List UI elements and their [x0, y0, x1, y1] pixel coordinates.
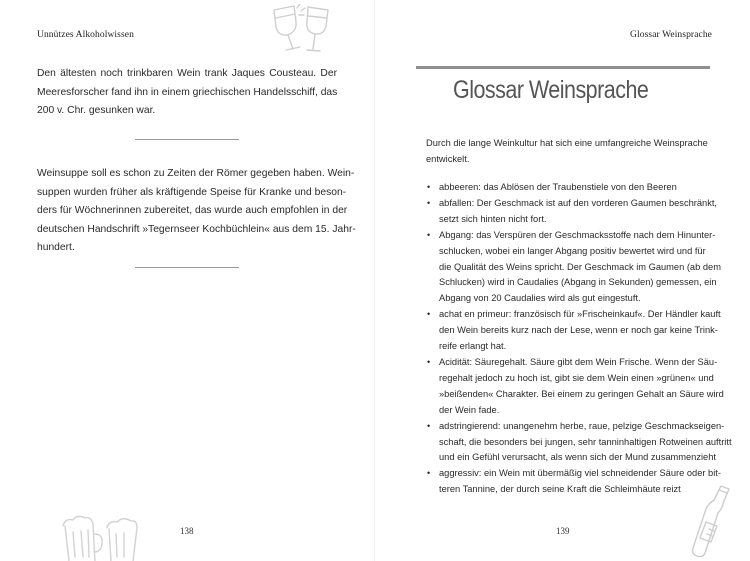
text-line: Weinsuppe soll es schon zu Zeiten der Römer gegeben haben. Wein-	[37, 168, 355, 179]
text-line: 200 v. Chr. gesunken war.	[37, 105, 156, 117]
running-head-left: Unnützes Alkoholwissen	[37, 30, 134, 40]
text-line: die Qualität des Weins spricht. Der Geschmack im Gaumen (ab dem	[439, 261, 721, 272]
text-line: abbeeren: das Ablösen der Traubenstiele von den Beeren	[439, 182, 677, 192]
glossary-entry	[426, 419, 732, 467]
text-line: ders für Wöchnerinnen zubereitet, das wurde auch empfohlen in der	[37, 205, 348, 217]
section-divider	[135, 139, 239, 140]
glossary-entry	[426, 196, 718, 228]
paragraph-cousteau	[37, 65, 337, 121]
running-head-right: Glossar Weinsprache	[630, 30, 712, 40]
text-line: teren Tannine, der durch seine Kraft die Schleimhäute reizt	[439, 484, 681, 495]
intro-paragraph	[426, 136, 708, 168]
text-line: Schlucken) wird in Caudalies (Abgang in Sekunden) gemessen, ein	[439, 277, 717, 288]
page-number-left: 138	[180, 526, 194, 536]
text-line: schlucken, wobei ein langer Abgang positiv bewertet wird und für	[439, 245, 706, 256]
bullet-icon: •	[427, 468, 431, 479]
text-line: der Wein fade.	[439, 404, 500, 415]
text-line: suppen wurden früher als kräftigende Speise für Kranke und beson-	[37, 186, 347, 198]
text-line: reife erlangt hat.	[439, 341, 507, 352]
glossary-entry	[426, 228, 721, 308]
text-line: und ein Gefühl verursacht, als wenn sich der Mund zusammenzieht	[439, 452, 716, 463]
text-line: Den ältesten noch trinkbaren Wein trank Jaques Cousteau. Der	[37, 68, 337, 79]
text-line: schaft, die besonders bei jungen, sehr tanninhaltigen Rotweinen auftritt	[439, 436, 732, 447]
text-line: Abgang: das Verspüren der Geschmacksstoffe nach dem Hinunter-	[439, 229, 716, 240]
text-line: Durch die lange Weinkultur hat sich eine umfangreiche Weinsprache	[426, 138, 708, 148]
page-number-right: 139	[556, 526, 570, 536]
text-line: regehalt jedoch zu hoch ist, gibt sie dem Wein einen »grünen« und	[439, 372, 714, 383]
bullet-icon: •	[427, 356, 431, 367]
text-line: abfallen: Der Geschmack ist auf den vorderen Gaumen beschränkt,	[439, 197, 718, 208]
text-line: setzt sich hinten nicht fort.	[439, 213, 547, 224]
text-line: Acidität: Säuregehalt. Säure gibt dem Wein Frische. Wenn der Säu-	[439, 356, 718, 367]
bullet-icon: •	[427, 309, 431, 320]
bullet-icon: •	[427, 420, 431, 431]
title-rule	[416, 66, 710, 69]
text-line: deutschen Handschrift »Tegernseer Kochbüchlein« aus dem 15. Jahr-	[37, 223, 356, 235]
bullet-icon: •	[427, 197, 431, 208]
text-line: Meeresforscher fand ihn in einem griechischen Handelsschiff, das	[37, 86, 338, 98]
text-line: aggressiv: ein Wein mit übermäßig viel schneidender Säure oder bit-	[439, 468, 721, 479]
right-page	[375, 0, 750, 561]
paragraph-weinsuppe	[37, 165, 356, 258]
text-line: »beißenden« Charakter. Bei einem zu geringen Gehalt an Säure wird	[439, 388, 724, 399]
glossary-entry	[426, 466, 721, 498]
text-line: adstringierend: unangenehm herbe, raue, pelzige Geschmackseigen-	[439, 420, 725, 431]
text-line: achat en primeur: französisch für »Frischeinkauf«. Der Händler kauft	[439, 309, 721, 320]
text-line: hundert.	[37, 242, 75, 254]
glossary-entry	[426, 307, 721, 355]
glossary-entry	[426, 180, 704, 196]
section-divider	[135, 267, 239, 268]
text-line: entwickelt.	[426, 153, 470, 164]
bullet-icon: •	[427, 229, 431, 240]
glossary-entry	[426, 355, 724, 419]
bullet-icon: •	[427, 182, 431, 192]
text-line: den Wein bereits kurz nach der Lese, wenn er noch gar keine Trink-	[439, 325, 718, 336]
glossary-list	[426, 180, 732, 498]
chapter-title: Glossar Weinsprache	[453, 76, 649, 104]
text-line: Abgang von 20 Caudalies wird als gut eingestuft.	[439, 293, 641, 304]
